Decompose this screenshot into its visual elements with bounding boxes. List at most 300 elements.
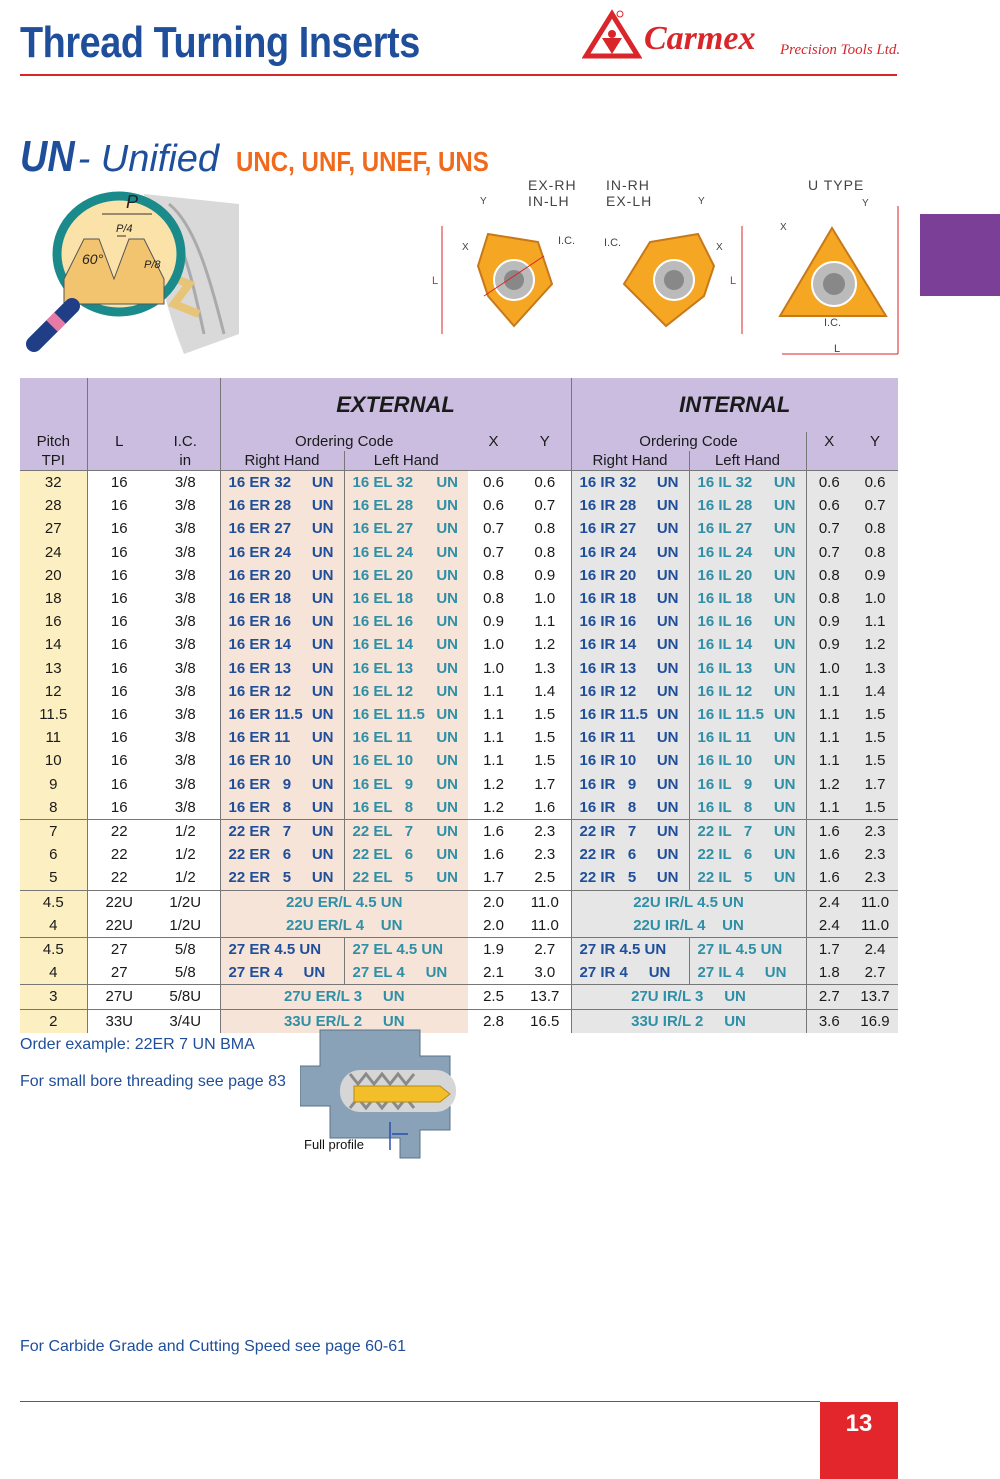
ic-header: I.C. — [173, 433, 197, 450]
ic-cell: 3/8 — [174, 682, 196, 700]
ext-x-cell: 1.6 — [483, 846, 504, 864]
ext-x-cell: 0.8 — [483, 590, 504, 608]
int-left-hand-cell — [689, 843, 806, 866]
int-right-hand-cell — [571, 726, 689, 749]
ext-x-cell: 0.6 — [483, 497, 504, 515]
int-x-cell: 2.7 — [806, 985, 852, 1009]
code-text: 16 IR 28 — [579, 497, 637, 515]
ext-y-cell: 0.7 — [534, 497, 556, 515]
code-suffix: UN — [656, 520, 679, 538]
code-text: 16 EL 28 — [352, 497, 414, 515]
pitch-cell: 4.5 — [20, 890, 87, 914]
code-suffix: UN — [436, 659, 458, 677]
code-text: 16 IR 24 — [579, 543, 637, 561]
pitch-cell: 28 — [20, 494, 87, 517]
ext-x-cell: 1.7 — [483, 869, 504, 887]
int-right-hand-cell — [571, 610, 689, 633]
int-y-cell: 1.1 — [852, 610, 898, 633]
ext-y-cell: 16.5 — [519, 1009, 571, 1033]
table-row — [20, 517, 898, 540]
code-text: 16 EL 16 — [352, 613, 414, 631]
ext-right-hand-cell — [220, 541, 344, 564]
code-text: 16 EL 11.5 — [352, 706, 425, 724]
code-text: 16 ER 12 — [228, 682, 292, 700]
carbide-note: For Carbide Grade and Cutting Speed see page 60-61 — [20, 1338, 407, 1355]
code-suffix: UN — [436, 636, 458, 654]
code-text: 16 ER 18 — [228, 590, 292, 608]
ic-cell: 1/2U — [169, 916, 202, 934]
ext-x-cell: 1.9 — [468, 938, 519, 962]
int-x-cell: 0.8 — [806, 564, 852, 587]
code-text: 22 ER 5 — [228, 869, 292, 887]
code-text: 16 ER 13 — [228, 659, 292, 677]
int-y-cell: 1.7 — [852, 773, 898, 796]
section-name: - Unified — [77, 138, 220, 180]
code-text: 27 IL 4 UN — [697, 964, 787, 982]
code-text: 27 ER 4.5 UN — [228, 941, 322, 959]
code-text: 22 IR 7 — [579, 823, 637, 841]
int-y-cell: 1.5 — [852, 749, 898, 772]
diagram-a-ic: I.C. — [558, 235, 576, 247]
ext-x-cell: 0.7 — [483, 543, 504, 561]
ext-y-cell: 0.8 — [534, 520, 556, 538]
code-suffix: UN — [773, 590, 796, 608]
code-suffix: UN — [311, 520, 334, 538]
pitch-cell: 20 — [20, 564, 87, 587]
code-suffix: UN — [436, 752, 458, 770]
int-x-cell: 0.7 — [806, 541, 852, 564]
code-text: 16 IR 12 — [579, 682, 637, 700]
ext-x-header: X — [488, 433, 499, 450]
ic-cell: 3/8 — [174, 474, 196, 491]
insert-dimension-diagrams — [428, 176, 908, 368]
int-x-cell: 1.1 — [806, 680, 852, 703]
ext-right-hand-cell — [220, 961, 344, 985]
int-y-cell: 1.5 — [852, 703, 898, 726]
code-text: 27 IL 4.5 UN — [697, 941, 783, 959]
ic-cell: 3/8 — [174, 497, 196, 515]
table-row — [20, 564, 898, 587]
ext-y-cell: 2.5 — [534, 869, 556, 887]
code-text: 16 IR 14 — [579, 636, 637, 654]
section-code: UN — [20, 132, 75, 181]
ic-cell: 1/2U — [151, 890, 220, 914]
table-row — [20, 726, 898, 749]
diagram-a-label-2: IN-LH — [528, 193, 570, 209]
code-text: 16 IL 18 — [697, 590, 753, 608]
ext-x-cell: 2.0 — [468, 890, 519, 914]
ext-x-cell: 0.7 — [483, 520, 504, 538]
int-y-cell: 1.0 — [852, 587, 898, 610]
code-suffix: UN — [773, 497, 796, 515]
table-row — [20, 961, 898, 985]
code-suffix: UN — [436, 846, 458, 864]
ext-right-hand-cell — [220, 866, 344, 890]
table-row — [20, 749, 898, 772]
code-suffix: UN — [436, 520, 458, 538]
code-text: 16 ER 27 — [228, 520, 292, 538]
ext-x-cell: 2.8 — [468, 1009, 519, 1033]
ic-cell: 5/8U — [151, 985, 220, 1009]
code-text: 16 IL 8 — [697, 798, 753, 816]
code-suffix: UN — [773, 613, 796, 631]
ext-left-hand-cell — [344, 517, 468, 540]
code-suffix: UN — [436, 823, 458, 841]
code-text: 16 IR 9 — [579, 775, 637, 793]
pitch-cell: 12 — [20, 680, 87, 703]
int-y-cell: 0.8 — [852, 517, 898, 540]
ext-y-cell: 2.3 — [519, 820, 571, 844]
int-left-hand-cell — [689, 541, 806, 564]
code-text: 16 EL 18 — [352, 590, 414, 608]
small-bore-note: For small bore threading see page 83 — [20, 1073, 286, 1090]
int-y-cell: 16.9 — [852, 1009, 898, 1033]
ext-x-cell: 1.2 — [483, 775, 504, 793]
table-row — [20, 610, 898, 633]
tpi-header: TPI — [41, 452, 65, 469]
ic-cell: 3/8 — [174, 636, 196, 654]
code-suffix: UN — [656, 869, 679, 887]
int-left-hand-cell — [689, 749, 806, 772]
ext-y-cell: 1.7 — [534, 775, 556, 793]
code-suffix: UN — [311, 590, 334, 608]
table-row — [20, 890, 898, 914]
int-y-cell: 13.7 — [852, 985, 898, 1009]
int-y-cell: 1.2 — [852, 633, 898, 656]
code-text: 16 ER 14 — [228, 636, 292, 654]
ext-left-hand-cell — [344, 471, 468, 495]
int-x-cell: 3.6 — [806, 1009, 852, 1033]
ext-left-hand-cell — [344, 961, 468, 985]
code-suffix: UN — [311, 682, 334, 700]
int-left-hand-cell — [689, 820, 806, 844]
page-title: Thread Turning Inserts — [20, 18, 420, 67]
code-text: 16 IR 16 — [579, 613, 637, 631]
code-text: 22 ER 7 — [228, 823, 292, 841]
code-suffix: UN — [311, 497, 334, 515]
diagram-a-l: L — [432, 275, 439, 287]
code-suffix: UN — [773, 775, 796, 793]
l-header: L — [87, 432, 151, 451]
code-text: 22 IL 7 — [697, 823, 753, 841]
ext-ordering-code-cell: 33U ER/L 2 UN — [220, 1009, 468, 1033]
top-rule — [20, 74, 897, 76]
carmex-logo — [582, 8, 902, 68]
ext-x-cell: 2.0 — [483, 916, 504, 934]
int-x-cell: 0.6 — [806, 471, 852, 495]
code-suffix: UN — [656, 798, 679, 816]
table-row — [20, 820, 898, 844]
in-header: in — [179, 452, 192, 469]
code-text: 22 EL 5 — [352, 869, 414, 887]
table-body — [20, 471, 898, 1033]
int-x-cell: 1.1 — [806, 749, 852, 772]
code-suffix: UN — [436, 566, 458, 584]
code-text: 16 ER 24 — [228, 543, 292, 561]
int-y-cell: 1.5 — [852, 796, 898, 820]
code-text: 16 IL 28 — [697, 497, 753, 515]
code-text: 16 ER 11 — [228, 729, 291, 747]
diagram-b-label-2: EX-LH — [606, 193, 653, 209]
ext-y-cell: 1.5 — [534, 729, 556, 747]
code-suffix: UN — [436, 682, 458, 700]
l-cell: 22 — [87, 820, 151, 844]
ext-right-hand-cell — [220, 703, 344, 726]
l-cell: 22U — [87, 890, 151, 914]
ic-cell: 3/8 — [174, 659, 196, 677]
ext-ordering-code-cell: 22U ER/L 4 UN — [220, 914, 468, 938]
int-x-cell: 1.8 — [806, 961, 852, 985]
ext-right-hand-cell — [220, 796, 344, 820]
int-left-hand-header: Left Hand — [689, 451, 806, 471]
ext-y-cell: 11.0 — [530, 916, 559, 934]
pitch-cell: 4 — [20, 914, 87, 938]
code-suffix: UN — [773, 520, 796, 538]
ext-right-hand-cell — [220, 726, 344, 749]
code-suffix: UN — [436, 869, 458, 887]
code-suffix: UN — [436, 497, 458, 515]
int-ordering-code-cell: 22U IR/L 4 UN — [571, 914, 806, 938]
ext-x-cell: 1.2 — [483, 798, 504, 816]
table-row — [20, 633, 898, 656]
l-cell: 16 — [87, 587, 151, 610]
int-left-hand-cell — [689, 471, 806, 495]
ext-y-header: Y — [539, 433, 550, 450]
code-text: 16 EL 20 — [352, 566, 414, 584]
pitch-cell: 16 — [20, 610, 87, 633]
ext-y-cell: 1.2 — [534, 636, 556, 654]
l-cell: 16 — [87, 796, 151, 820]
pitch-cell: 14 — [20, 633, 87, 656]
int-y-cell: 2.3 — [852, 843, 898, 866]
ext-y-cell: 1.6 — [534, 798, 556, 816]
int-x-cell: 1.6 — [806, 866, 852, 890]
code-text: 16 EL 32 — [352, 474, 414, 491]
int-y-cell: 1.5 — [852, 726, 898, 749]
ext-left-hand-cell — [344, 680, 468, 703]
code-suffix: UN — [656, 636, 679, 654]
int-y-cell: 1.3 — [852, 657, 898, 680]
code-text: 16 EL 10 — [352, 752, 414, 770]
code-text: 16 IL 10 — [697, 752, 753, 770]
ext-right-hand-cell — [220, 657, 344, 680]
int-x-cell: 1.0 — [806, 657, 852, 680]
table-row — [20, 680, 898, 703]
ext-x-cell: 1.1 — [483, 682, 504, 700]
code-text: 27 IR 4 UN — [579, 964, 671, 982]
ic-cell: 3/8 — [174, 798, 196, 816]
ext-left-hand-cell — [344, 657, 468, 680]
l-cell: 22 — [87, 843, 151, 866]
ext-x-cell: 0.6 — [483, 474, 504, 491]
diagram-b-ic: I.C. — [604, 237, 622, 249]
code-text: 16 IL 13 — [697, 659, 753, 677]
code-suffix: UN — [311, 869, 334, 887]
ext-y-cell: 0.9 — [534, 566, 556, 584]
ext-x-cell: 1.0 — [483, 659, 504, 677]
code-text: 16 ER 28 — [228, 497, 292, 515]
int-right-hand-cell — [571, 517, 689, 540]
ext-x-cell: 0.9 — [483, 613, 504, 631]
l-cell: 27 — [87, 961, 151, 985]
int-y-cell: 2.7 — [852, 961, 898, 985]
code-suffix: UN — [773, 706, 796, 724]
code-suffix: UN — [311, 729, 334, 747]
int-y-cell: 0.9 — [852, 564, 898, 587]
ic-cell: 3/8 — [174, 590, 196, 608]
l-cell: 16 — [87, 564, 151, 587]
diagram-a-label-1: EX-RH — [528, 177, 577, 193]
code-text: 27 EL 4.5 UN — [352, 941, 444, 959]
code-text: 27 IR 4.5 UN — [579, 941, 667, 959]
pitch-cell: 9 — [20, 773, 87, 796]
ext-x-cell: 2.1 — [483, 964, 504, 982]
code-suffix: UN — [656, 474, 679, 491]
carmex-emblem-icon — [582, 8, 642, 64]
int-x-cell: 2.4 — [806, 914, 852, 938]
int-right-hand-cell — [571, 680, 689, 703]
l-cell: 22 — [87, 866, 151, 890]
l-cell: 16 — [87, 610, 151, 633]
code-suffix: UN — [773, 474, 796, 491]
ext-right-hand-cell — [220, 938, 344, 962]
bottom-rule — [20, 1401, 820, 1402]
code-text: 22 EL 6 — [352, 846, 414, 864]
code-suffix: UN — [656, 659, 679, 677]
l-cell: 16 — [87, 749, 151, 772]
brand-subtitle: Precision Tools Ltd. — [780, 42, 901, 58]
ext-y-cell: 1.5 — [534, 706, 556, 724]
code-suffix: UN — [311, 846, 334, 864]
code-text: 16 IL 11 — [697, 729, 752, 747]
code-suffix: UN — [773, 659, 796, 677]
eighth-pitch-label: P/8 — [144, 259, 161, 271]
code-text: 16 IR 11.5 — [579, 706, 648, 724]
ext-right-hand-cell — [220, 680, 344, 703]
ic-cell: 1/2 — [174, 846, 196, 864]
code-text: 16 IR 10 — [579, 752, 637, 770]
code-suffix: UN — [311, 566, 334, 584]
ext-left-hand-cell — [344, 843, 468, 866]
pitch-label: P — [126, 192, 139, 212]
ext-y-cell: 1.1 — [534, 613, 556, 631]
diagram-b-l: L — [730, 275, 737, 287]
ext-x-cell: 0.8 — [483, 566, 504, 584]
ext-ordering-code-cell: 22U ER/L 4.5 UN — [220, 890, 468, 914]
ext-left-hand-cell — [344, 564, 468, 587]
ext-left-hand-cell — [344, 610, 468, 633]
ext-y-cell: 13.7 — [519, 985, 571, 1009]
l-cell: 16 — [87, 680, 151, 703]
code-text: 16 ER 10 — [228, 752, 292, 770]
code-text: 16 EL 12 — [352, 682, 414, 700]
int-y-cell: 0.6 — [852, 471, 898, 495]
l-cell: 16 — [87, 494, 151, 517]
l-cell: 22U — [87, 914, 151, 938]
code-text: 16 IL 24 — [697, 543, 753, 561]
code-text: 16 IL 16 — [697, 613, 753, 631]
code-text: 27 ER 4 UN — [228, 964, 326, 982]
ext-ordering-code-cell: 27U ER/L 3 UN — [220, 985, 468, 1009]
ext-right-hand-cell — [220, 610, 344, 633]
code-text: 16 IL 11.5 — [697, 706, 764, 724]
ext-right-hand-cell — [220, 517, 344, 540]
page-number: 13 — [820, 1402, 898, 1479]
table-row — [20, 471, 898, 495]
l-cell: 16 — [87, 726, 151, 749]
int-y-header: Y — [870, 433, 881, 450]
pitch-cell: 10 — [20, 749, 87, 772]
full-profile-label: Full profile — [304, 1137, 364, 1152]
int-left-hand-cell — [689, 773, 806, 796]
code-suffix: UN — [311, 474, 334, 491]
code-suffix: UN — [656, 613, 679, 631]
code-suffix: UN — [436, 590, 458, 608]
int-left-hand-cell — [689, 726, 806, 749]
section-heading — [20, 132, 219, 182]
int-ordering-code-cell: 22U IR/L 4.5 UN — [571, 890, 806, 914]
int-x-cell: 1.1 — [806, 796, 852, 820]
diagram-a-x: X — [462, 242, 469, 253]
ext-right-hand-cell — [220, 471, 344, 495]
code-suffix: UN — [773, 636, 796, 654]
code-suffix: UN — [436, 474, 458, 491]
code-text: 16 IR 27 — [579, 520, 637, 538]
un-inserts-table — [20, 378, 898, 1033]
code-suffix: UN — [773, 846, 796, 864]
code-text: 16 IL 14 — [697, 636, 753, 654]
l-cell: 16 — [87, 471, 151, 495]
int-left-hand-cell — [689, 866, 806, 890]
table-row — [20, 541, 898, 564]
int-y-cell: 0.8 — [852, 541, 898, 564]
int-x-cell: 0.7 — [806, 517, 852, 540]
int-left-hand-cell — [689, 494, 806, 517]
code-suffix: UN — [773, 869, 796, 887]
int-right-hand-cell — [571, 587, 689, 610]
int-left-hand-cell — [689, 587, 806, 610]
code-suffix: UN — [656, 846, 679, 864]
diagram-c-label: U TYPE — [808, 177, 865, 193]
ext-right-hand-cell — [220, 633, 344, 656]
l-cell: 16 — [87, 633, 151, 656]
diagram-c-l: L — [834, 343, 841, 355]
code-text: 16 IL 20 — [697, 566, 753, 584]
pitch-cell: 3 — [20, 985, 87, 1009]
ext-x-cell: 1.1 — [483, 729, 504, 747]
ext-x-cell: 1.1 — [483, 706, 504, 724]
code-text: 16 ER 16 — [228, 613, 292, 631]
ext-right-hand-cell — [220, 820, 344, 844]
diagram-b-label-1: IN-RH — [606, 177, 650, 193]
int-ordering-code-cell: 27U IR/L 3 UN — [571, 985, 806, 1009]
int-right-hand-header: Right Hand — [571, 451, 689, 471]
table-row — [20, 914, 898, 938]
int-y-cell: 2.4 — [852, 938, 898, 962]
ext-left-hand-cell — [344, 633, 468, 656]
int-x-cell: 0.6 — [806, 494, 852, 517]
angle-label: 60° — [82, 251, 104, 267]
code-text: 22 IL 5 — [697, 869, 753, 887]
code-suffix: UN — [436, 798, 458, 816]
code-suffix: UN — [656, 682, 679, 700]
int-left-hand-cell — [689, 680, 806, 703]
ext-right-hand-cell — [220, 749, 344, 772]
diagram-c-x: X — [780, 222, 787, 233]
ext-y-cell: 1.0 — [534, 590, 556, 608]
ext-left-hand-cell — [344, 773, 468, 796]
code-text: 22 IL 6 — [697, 846, 753, 864]
